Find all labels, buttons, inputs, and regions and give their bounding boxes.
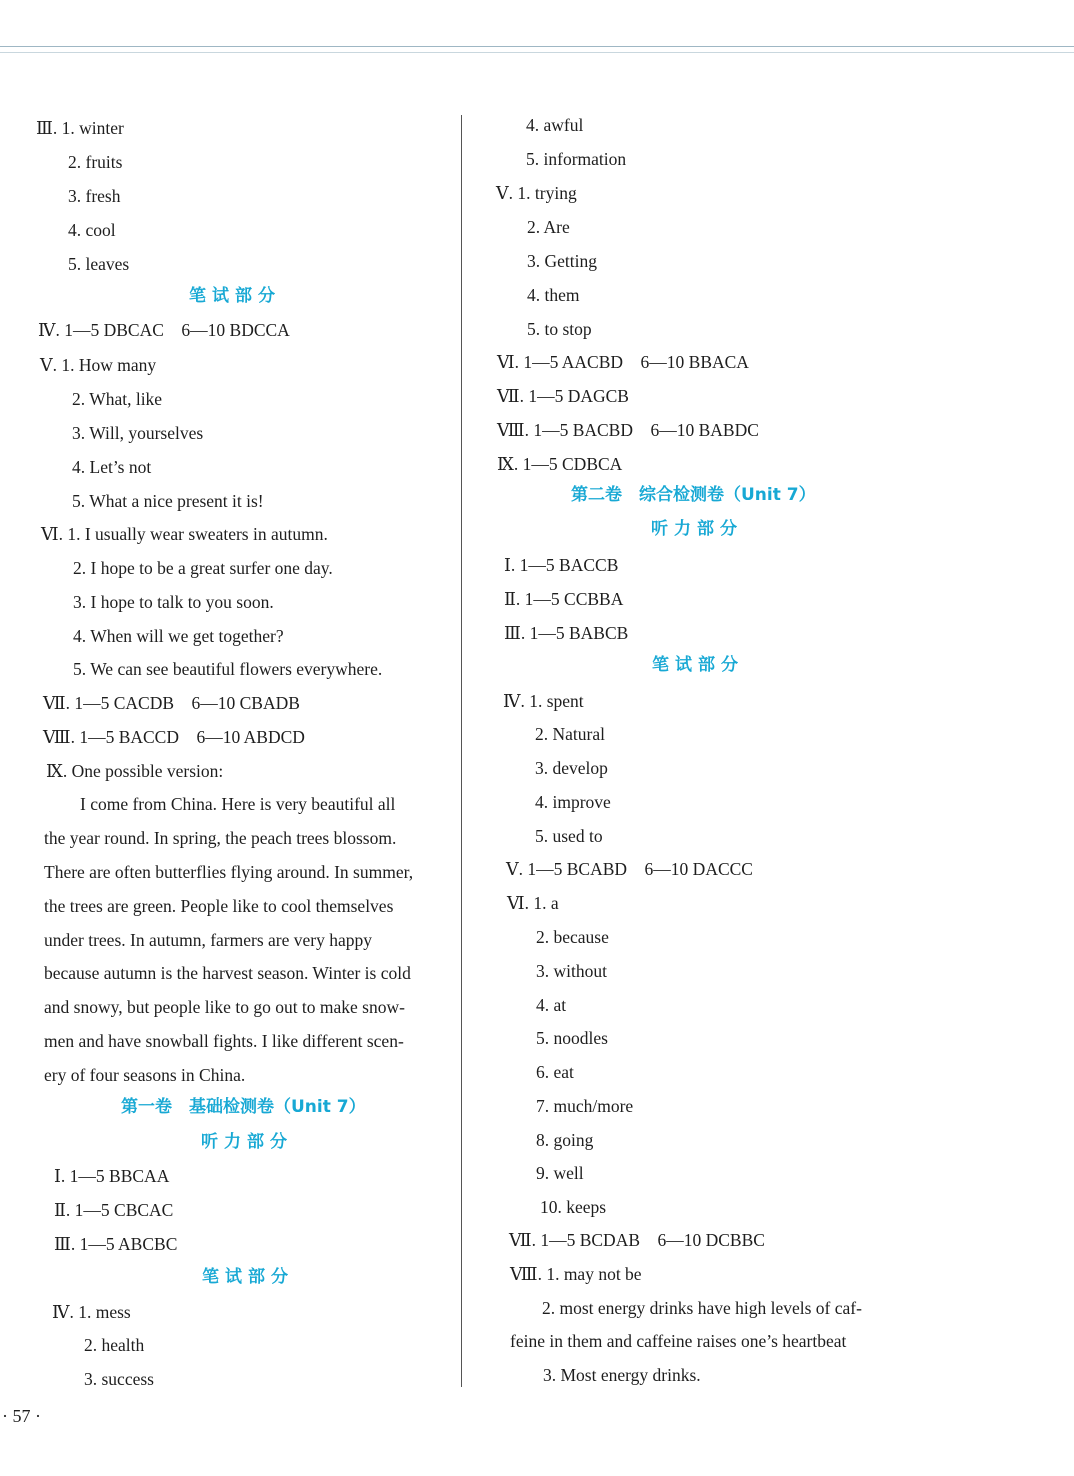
page-number: · 57 ·: [2, 1406, 41, 1426]
answer-item: 6. eat: [536, 1062, 574, 1082]
answer-item: 3. success: [84, 1369, 154, 1389]
answer-item: 3. without: [536, 961, 607, 981]
answer-item: 5. information: [526, 149, 627, 169]
answer-item: 5. leaves: [68, 254, 130, 274]
answer-line: feine in them and caffeine raises one’s heartbeat: [510, 1331, 847, 1351]
answer-item: 8. going: [536, 1130, 594, 1150]
essay-line: under trees. In autumn, farmers are very happy: [44, 930, 372, 950]
answer-line: Ⅱ. 1—5 CBCAC: [54, 1200, 174, 1220]
answer-line: Ⅰ. 1—5 BBCAA: [54, 1166, 170, 1186]
column-divider: [461, 115, 462, 1387]
essay-line: There are often butterflies flying around. In summer,: [44, 862, 414, 882]
answer-item: 10. keeps: [540, 1197, 607, 1217]
answer-item: Ⅵ. 1. a: [507, 893, 559, 913]
essay-line: ery of four seasons in China.: [44, 1065, 246, 1085]
answer-line: 3. Most energy drinks.: [543, 1365, 701, 1385]
volume-title: 第二卷 综合检测卷（Unit 7）: [571, 485, 816, 505]
answer-line: Ⅵ. 1—5 AACBD 6—10 BBACA: [497, 352, 749, 372]
answer-item: 4. When will we get together?: [73, 626, 284, 646]
essay-line: and snowy, but people like to go out to make snow-: [44, 997, 405, 1017]
section-heading-listening: 听力部分: [651, 519, 743, 539]
volume-title: 第一卷 基础检测卷（Unit 7）: [121, 1097, 366, 1117]
answer-line: 2. most energy drinks have high levels of caf-: [542, 1298, 862, 1318]
answer-item: 4. improve: [535, 792, 611, 812]
header-rule: [0, 46, 1074, 47]
answer-item: 3. Getting: [527, 251, 597, 271]
answer-item: 2. health: [84, 1335, 145, 1355]
answer-item: 2. I hope to be a great surfer one day.: [73, 558, 333, 578]
section-heading-written: 笔试部分: [202, 1267, 294, 1287]
essay-line: men and have snowball fights. I like different scen-: [44, 1031, 404, 1051]
answer-item: 7. much/more: [536, 1096, 634, 1116]
answer-item: 2. because: [536, 927, 609, 947]
answer-item: 5. to stop: [527, 319, 592, 339]
section-heading-listening: 听力部分: [201, 1132, 293, 1152]
answer-item: 2. Natural: [535, 724, 605, 744]
answer-line: Ⅰ. 1—5 BACCB: [504, 555, 619, 575]
answer-line: Ⅱ. 1—5 CCBBA: [504, 589, 624, 609]
answer-item: Ⅳ. 1. mess: [52, 1302, 131, 1322]
answer-item: 5. used to: [535, 826, 603, 846]
answer-item: 2. Are: [527, 217, 570, 237]
answer-item: 5. We can see beautiful flowers everywhere.: [73, 659, 383, 679]
section-heading-written: 笔试部分: [189, 286, 281, 306]
answer-line: Ⅶ. 1—5 BCDAB 6—10 DCBBC: [509, 1230, 765, 1250]
answer-item: 9. well: [536, 1163, 584, 1183]
essay-line: the trees are green. People like to cool themselves: [44, 896, 394, 916]
answer-line: Ⅸ. 1—5 CDBCA: [497, 454, 623, 474]
answer-item: 3. develop: [535, 758, 608, 778]
answer-line: Ⅸ. One possible version:: [46, 761, 224, 781]
answer-item: Ⅴ. 1. How many: [40, 355, 157, 375]
answer-line: Ⅲ. 1—5 ABCBC: [54, 1234, 178, 1254]
answer-item: 4. awful: [526, 115, 584, 135]
answer-item: 3. Will, yourselves: [72, 423, 204, 443]
answer-item: 4. Let’s not: [72, 457, 152, 477]
essay-line: because autumn is the harvest season. Winter is cold: [44, 963, 411, 983]
answer-item: 3. fresh: [68, 186, 121, 206]
answer-item: Ⅴ. 1. trying: [496, 183, 577, 203]
section-heading-written: 笔试部分: [652, 655, 744, 675]
answer-item: 5. What a nice present it is!: [72, 491, 264, 511]
answer-line: Ⅶ. 1—5 DAGCB: [497, 386, 629, 406]
answer-item: 4. them: [527, 285, 580, 305]
answer-item: 4. cool: [68, 220, 116, 240]
answer-line: Ⅷ. 1—5 BACBD 6—10 BABDC: [497, 420, 759, 440]
answer-item: 2. What, like: [72, 389, 163, 409]
answer-item: 4. at: [536, 995, 567, 1015]
header-rule-thin: [0, 52, 1074, 53]
answer-line: Ⅶ. 1—5 CACDB 6—10 CBADB: [43, 693, 300, 713]
answer-item: 3. I hope to talk to you soon.: [73, 592, 274, 612]
answer-item: Ⅵ. 1. I usually wear sweaters in autumn.: [41, 524, 328, 544]
answer-line: Ⅳ. 1—5 DBCAC 6—10 BDCCA: [38, 320, 290, 340]
answer-item: 2. fruits: [68, 152, 123, 172]
answer-item: Ⅲ. 1. winter: [36, 118, 124, 138]
answer-item: 5. noodles: [536, 1028, 608, 1048]
answer-line: Ⅲ. 1—5 BABCB: [504, 623, 629, 643]
essay-line: the year round. In spring, the peach trees blossom.: [44, 828, 397, 848]
answer-line: Ⅴ. 1—5 BCABD 6—10 DACCC: [506, 859, 753, 879]
answer-line: Ⅷ. 1—5 BACCD 6—10 ABDCD: [43, 727, 305, 747]
answer-line: Ⅷ. 1. may not be: [510, 1264, 642, 1284]
answer-item: Ⅳ. 1. spent: [503, 691, 584, 711]
essay-line: I come from China. Here is very beautiful all: [80, 794, 396, 814]
